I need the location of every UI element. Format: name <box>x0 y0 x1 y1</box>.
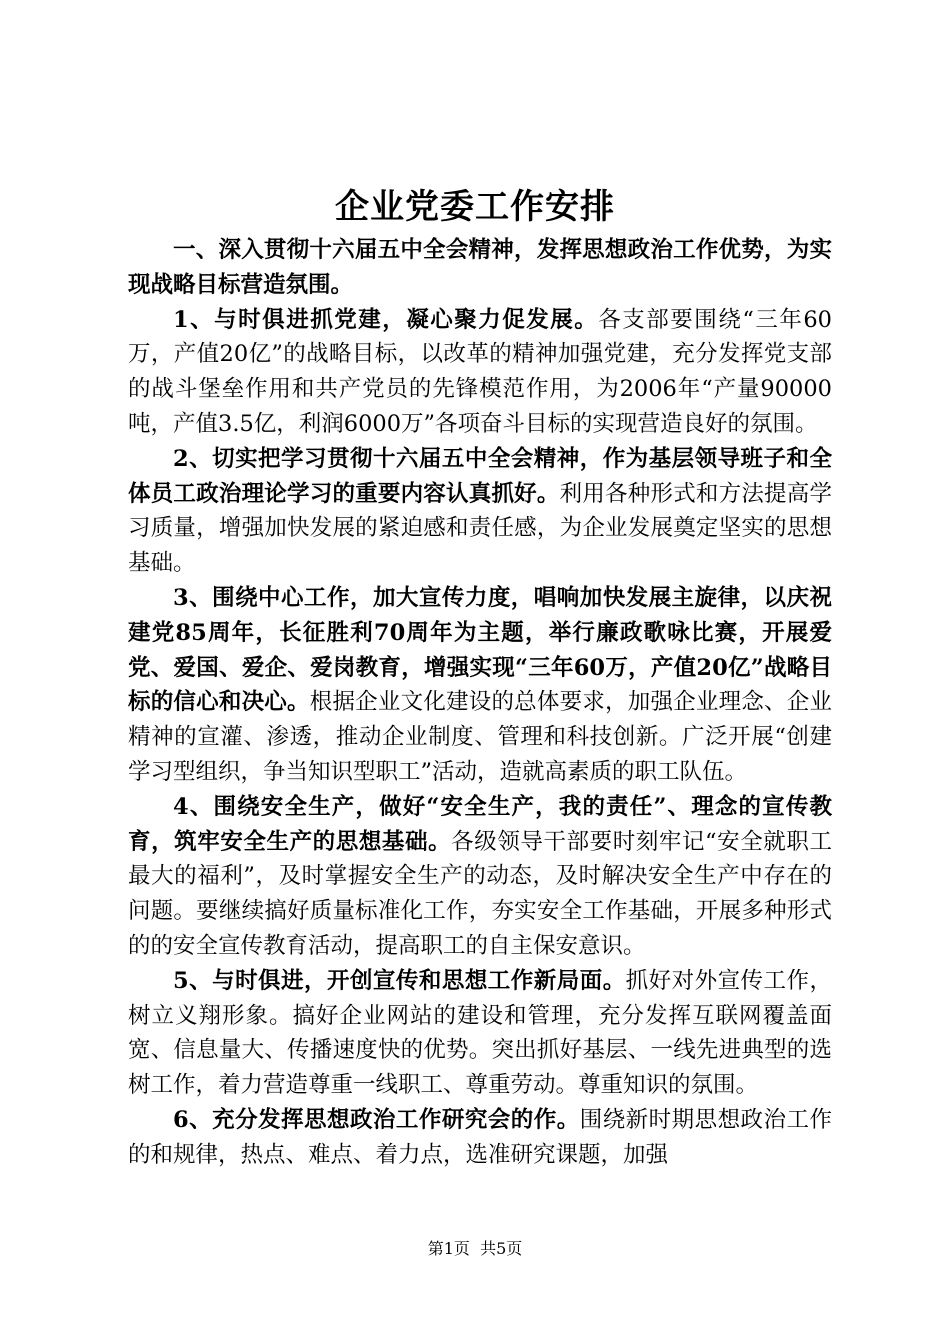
paragraph-lead: 1、与时俱进抓党建，凝心聚力促发展。 <box>173 306 599 333</box>
section-heading-1 <box>128 233 832 303</box>
paragraph-lead: 3、围绕中心工作，加大宣传力度，唱响加快发展主旋律，以庆祝建党85周年，长征胜利70周年为主题，举行廉政歌咏比赛，开展爱党、爱国、爱企、爱岗教育，增强实现“三年60万，产值20亿”战略目标的信心和决心。 <box>128 584 832 716</box>
paragraph-item-4 <box>128 790 832 964</box>
paragraph-text: 各支部要围绕“三年60万，产值20亿”的战略目标，以改革的精神加强党建，充分发挥党支部的战斗堡垒作用和共产党员的先锋模范作用，为2006年“产量90000吨，产值3.5亿，利润6000万”各项奋斗目标的实现营造良好的氛围。 <box>128 306 832 437</box>
page-footer <box>0 1238 950 1260</box>
paragraph-lead: 5、与时俱进，开创宣传和思想工作新局面。 <box>173 967 626 994</box>
paragraph-lead: 2、切实把学习贯彻十六届五中全会精神，作为基层领导班子和全体员工政治理论学习的重要内容认真抓好。 <box>128 445 832 507</box>
paragraph-text: 根据企业文化建设的总体要求，加强企业理念、企业精神的宣灌、渗透，推动企业制度、管理和科技创新。广泛开展“创建学习型组织，争当知识型职工”活动，造就高素质的职工队伍。 <box>128 689 832 785</box>
paragraph-item-1 <box>128 303 832 442</box>
paragraph-lead: 4、围绕安全生产，做好“安全生产，我的责任”、理念的宣传教育，筑牢安全生产的思想基础。 <box>128 793 832 855</box>
paragraph-item-5 <box>128 964 832 1103</box>
page-number: 第1页 <box>427 1239 470 1258</box>
paragraph-text: 围绕新时期思想政治工作的和规律，热点、难点、着力点，选准研究课题，加强 <box>128 1106 832 1168</box>
document-title: 企业党委工作安排 <box>335 187 615 227</box>
document-body <box>128 233 832 1173</box>
paragraph-text: 各级领导干部要时刻牢记“安全就职工最大的福利”，及时掌握安全生产的动态，及时解决安全生产中存在的问题。要继续搞好质量标准化工作，夯实安全工作基础，开展多种形式的的安全宣传教育活动，提高职工的自主保安意识。 <box>128 828 832 959</box>
paragraph-text: 抓好对外宣传工作，树立义翔形象。搞好企业网站的建设和管理，充分发挥互联网覆盖面宽、信息量大、传播速度快的优势。突出抓好基层、一线先进典型的选树工作，着力营造尊重一线职工、尊重劳动。尊重知识的氛围。 <box>128 967 832 1099</box>
page-total: 共5页 <box>480 1239 523 1258</box>
paragraph-item-6 <box>128 1103 832 1173</box>
paragraph-lead: 一、深入贯彻十六届五中全会精神，发挥思想政治工作优势，为实现战略目标营造氛围。 <box>128 237 832 298</box>
paragraph-item-3 <box>128 581 832 790</box>
paragraph-text: 利用各种形式和方法提高学习质量，增强加快发展的紧迫感和责任感，为企业发展奠定坚实的思想基础。 <box>128 480 832 577</box>
footer-spacer <box>470 1239 480 1258</box>
paragraph-item-2 <box>128 442 832 581</box>
paragraph-lead: 6、充分发挥思想政治工作研究会的作。 <box>173 1106 580 1133</box>
